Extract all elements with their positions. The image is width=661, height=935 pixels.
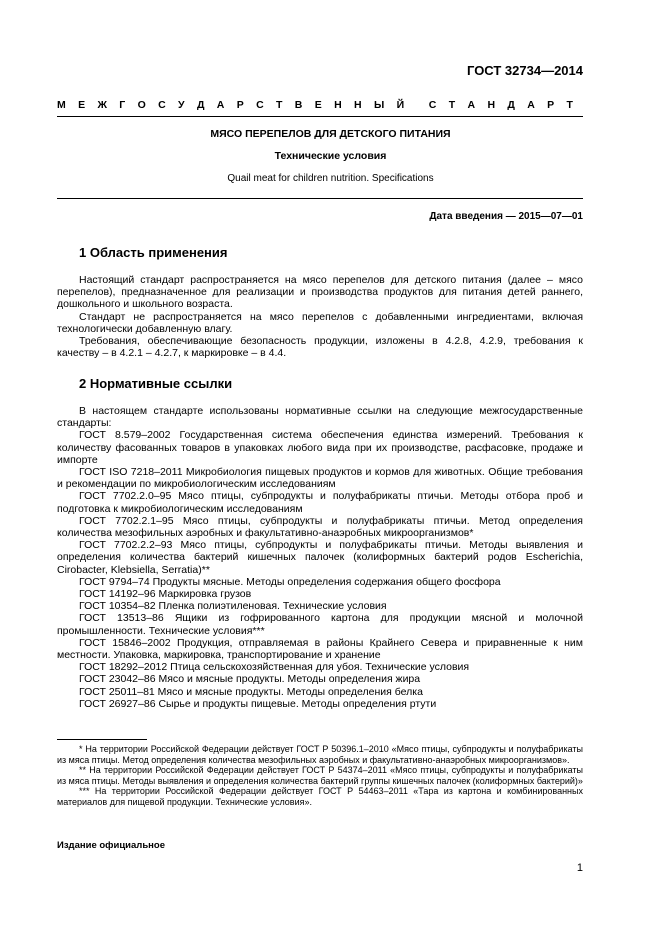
series-letter: Т <box>448 99 456 111</box>
reference-item: ГОСТ 7702.2.1–95 Мясо птицы, субпродукты и полуфабрикаты птичьи. Метод определения количества мезофильных аэробных и факультативно-анаэробных микроорганизмов* <box>57 514 583 540</box>
reference-item: ГОСТ 7702.2.0–95 Мясо птицы, субпродукты и полуфабрикаты птичьи. Методы отбора проб и подготовка к микробиологическим исследованиям <box>57 490 583 515</box>
footnote-rule <box>57 739 147 740</box>
page-number: 1 <box>576 862 583 874</box>
reference-item: ГОСТ 13513–86 Ящики из гофрированного картона для продукции мясной и молочной промышленности. Технические условия*** <box>57 612 583 637</box>
reference-item: ГОСТ 25011–81 Мясо и мясные продукты. Методы определения белка <box>79 685 423 698</box>
introduction-date: Дата введения — 2015—07—01 <box>429 211 583 222</box>
series-letter: Д <box>507 99 515 111</box>
footnote-item: ** На территории Российской Федерации действует ГОСТ Р 54374–2011 «Мясо птицы, субпродукты и полуфабрикаты из мяса птицы. Методы выявления и определения количества бактерий группы кишечных палочек (колиформных бактерий)» <box>57 765 583 786</box>
series-letter: С <box>428 99 437 111</box>
series-letter: С <box>256 99 264 111</box>
series-letter: Р <box>547 99 555 111</box>
series-letter: Ы <box>373 99 385 111</box>
document-number: ГОСТ 32734—2014 <box>467 63 583 78</box>
series-letter: С <box>158 99 166 111</box>
series-letter: Г <box>119 99 126 111</box>
standard-series-heading <box>57 99 573 111</box>
reference-item: ГОСТ 15846–2002 Продукция, отправляемая в районы Крайнего Севера и приравненные к ним местности. Упаковка, маркировка, транспортирование и хранение <box>57 636 583 662</box>
reference-item: ГОСТ ISO 7218–2011 Микробиология пищевых продуктов и кормов для животных. Общие требования и рекомендации по микробиологическим исследованиям <box>57 466 583 491</box>
series-letter: Р <box>236 99 244 111</box>
reference-item: ГОСТ 18292–2012 Птица сельскохозяйственная для убоя. Технические условия <box>79 661 470 674</box>
footnotes <box>57 744 583 808</box>
section-2-body <box>57 405 583 710</box>
document-title: МЯСО ПЕРЕПЕЛОВ ДЛЯ ДЕТСКОГО ПИТАНИЯ <box>210 128 451 140</box>
series-letter: А <box>216 99 225 111</box>
english-title: Quail meat for children nutrition. Specifications <box>227 173 434 184</box>
series-letter: Ж <box>97 99 107 111</box>
series-letter: Д <box>196 99 205 111</box>
footnote-item: * На территории Российской Федерации действует ГОСТ Р 50396.1–2010 «Мясо птицы, субпродукты и полуфабрикаты из мяса птицы. Метод определения количества мезофильных аэробных и факультативно-анаэробных микроорганизмов». <box>57 744 583 765</box>
footnote-item: *** На территории Российской Федерации действует ГОСТ Р 54463–2011 «Тара из картона и комбинированных материалов для пищевой продукции. Технические условия». <box>57 786 583 807</box>
series-letter: Н <box>354 99 362 111</box>
series-letter: А <box>527 99 535 111</box>
reference-item: ГОСТ 10354–82 Пленка полиэтиленовая. Технические условия <box>79 600 387 613</box>
reference-item: ГОСТ 8.579–2002 Государственная система обеспечения единства измерений. Требования к количеству фасованных товаров в упаковках любого вида при их производстве, расфасовке, продаже и импорте <box>57 429 583 466</box>
series-letter: М <box>57 99 66 111</box>
reference-item: ГОСТ 14192–96 Маркировка грузов <box>79 588 252 601</box>
series-letter: Й <box>396 99 405 111</box>
section-1-paragraph: Стандарт не распространяется на мясо перепелов с добавленными ингредиентами, включая технологически добавленную влагу. <box>57 310 583 335</box>
series-letter: Н <box>487 99 496 111</box>
title-rule <box>57 198 583 199</box>
series-letter: Т <box>566 99 573 111</box>
reference-item: ГОСТ 26927–86 Сырье и продукты пищевые. Методы определения ртути <box>79 697 437 710</box>
section-1-paragraph: Настоящий стандарт распространяется на мясо перепелов для детского питания (далее – мясо перепелов), предназначенное для реализации и производства продуктов для питания детей раннего, дошкольного и школьного возраста. <box>57 274 583 311</box>
reference-item: ГОСТ 7702.2.2–93 Мясо птицы, субпродукты и полуфабрикаты птичьи. Методы выявления и определения количества бактерий кишечных палочек (колиформных бактерий родов Escherichia, Cirobacter, Klebsiella, Serratia)** <box>57 539 583 576</box>
section-1-heading: 1 Область применения <box>79 245 228 260</box>
reference-item: ГОСТ 9794–74 Продукты мясные. Методы определения содержания общего фосфора <box>79 575 501 588</box>
section-1-paragraph: Требования, обеспечивающие безопасность продукции, изложены в 4.2.8, 4.2.9, требования к качеству – в 4.2.1 – 4.2.7, к маркировке – в 4.4. <box>57 335 583 360</box>
section-2-heading: 2 Нормативные ссылки <box>79 376 233 391</box>
series-letter: В <box>294 99 303 111</box>
document-subtitle: Технические условия <box>274 150 387 162</box>
reference-item: ГОСТ 23042–86 Мясо и мясные продукты. Методы определения жира <box>79 673 421 686</box>
series-letter: Н <box>334 99 342 111</box>
series-letter: Е <box>78 99 86 111</box>
series-letter: О <box>137 99 146 111</box>
series-letter: Е <box>314 99 322 111</box>
series-letter: Т <box>276 99 283 111</box>
section-1-body <box>57 274 583 359</box>
header-rule <box>57 116 583 117</box>
series-letter: А <box>467 99 476 111</box>
series-letter: У <box>178 99 185 111</box>
official-edition-label: Издание официальное <box>57 840 165 851</box>
section-2-intro: В настоящем стандарте использованы нормативные ссылки на следующие межгосударственные стандарты: <box>57 405 583 430</box>
